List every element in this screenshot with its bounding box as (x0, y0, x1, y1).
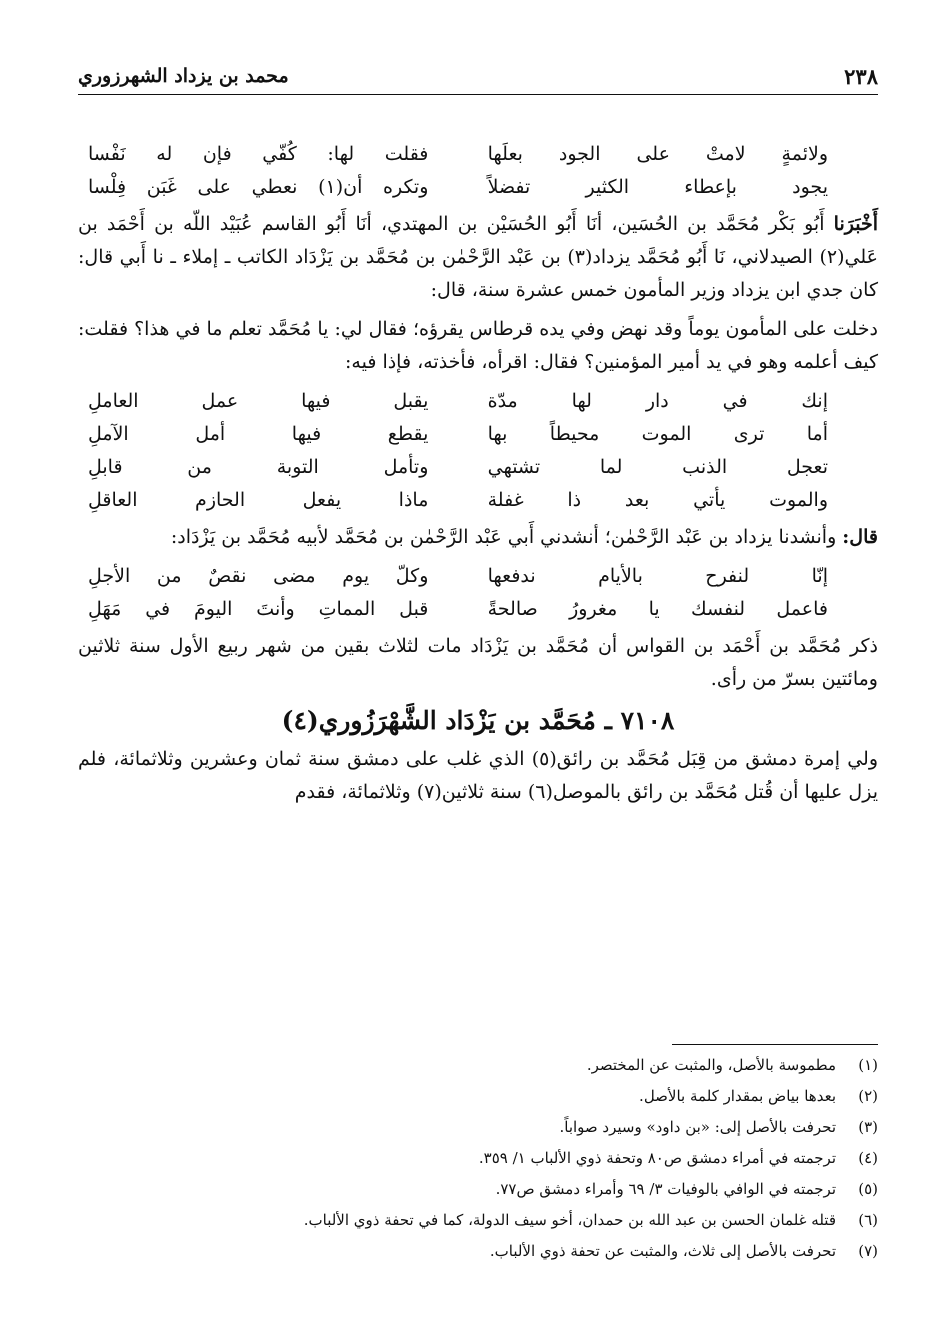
footnote-divider (672, 1044, 878, 1045)
verse-hemistich: والموت يأتي بعد ذا غفلة (487, 489, 828, 511)
footnote-text: تحرفت بالأصل إلى ثلاث، والمثبت عن تحفة ذوي الألباب. (489, 1242, 836, 1260)
verse-block-2 (78, 385, 878, 517)
paragraph-narrative: دخلت على المأمون يوماً وقد نهض وفي يده قرطاس يقرؤه؛ فقال لي: يا مُحَمَّد تعلم ما في هذا؟ فقلت: كيف أعلمه وهو في يد أمير المؤمنين؟ فقال: اقرأه، فأخذته، فإذا فيه: (78, 318, 878, 373)
footnote-item (78, 1174, 878, 1205)
verse-hemistich: وكلّ يوم مضى نقصٌ من الأجلِ (88, 565, 429, 587)
verse-hemistich: إنّا لنفرح بالأيام ندفعها (487, 565, 828, 587)
footnote-item (78, 1236, 878, 1267)
footnotes-list (78, 1050, 878, 1267)
verse-hemistich: تعجل الذنب لما تشتهي (487, 456, 828, 478)
footnote-item (78, 1081, 878, 1112)
footnote-number: (١) (858, 1056, 878, 1074)
running-title: محمد بن يزداد الشهرزوري (78, 65, 289, 87)
footnote-number: (٥) (858, 1180, 878, 1198)
verse-hemistich: وتأمل التوبة من قابلِ (88, 456, 429, 478)
verse-line (78, 171, 878, 204)
footnote-text: مطموسة بالأصل، والمثبت عن المختصر. (586, 1056, 836, 1074)
entry-heading: ٧١٠٨ ـ مُحَمَّد بن يَزْدَاد الشَّهْرَزُوري(٤) (281, 706, 675, 735)
paragraph-isnad (78, 208, 878, 307)
page-number: ٢٣٨ (844, 63, 878, 89)
verse-hemistich: قبل المماتِ وأنتَ اليومَ في مَهَلِ (88, 598, 429, 620)
footnote-number: (٦) (858, 1211, 878, 1229)
main-text (78, 138, 878, 815)
verse-line (78, 484, 878, 517)
footnote-item (78, 1143, 878, 1174)
footnote-number: (٢) (858, 1087, 878, 1105)
paragraph-text: وأنشدنا يزداد بن عَبْد الرَّحْمٰن؛ أنشدني أَبي عَبْد الرَّحْمٰن بن مُحَمَّد لأبيه مُحَمَّد بن يَزْدَاد: (170, 526, 843, 548)
paragraph-lead-word: أَخْبَرَنا (833, 213, 878, 235)
verse-block-3 (78, 560, 878, 626)
paragraph-text: أَبُو بَكْر مُحَمَّد بن الحُسَين، أنَا أَبُو الحُسَيْن بن المهتدي، أنَا أَبُو القاسم عُبَيْد اللّه بن أَحْمَد بن عَلي(٢) الصيدلاني، نَا أَبُو مُحَمَّد يزداد(٣) بن عَبْد الرَّحْمٰن بن مُحَمَّد بن يَزْدَاد الكاتب ـ إملاء ـ نا أَبي قال: كان جدي ابن يزداد وزير المأمون خمس عشرة سنة، قال: (78, 213, 879, 301)
footnote-item (78, 1050, 878, 1081)
verse-hemistich: ماذا يفعل الحازم العاقلِ (88, 489, 429, 511)
verse-hemistich: يجود بإعطاء الكثير تفضلاً (487, 176, 828, 198)
verse-line (78, 451, 878, 484)
verse-hemistich: يقبل فيها عمل العاملِ (88, 390, 429, 412)
paragraph-recitation (78, 521, 878, 554)
footnote-text: تحرفت بالأصل إلى: «بن داود» وسيرد صواباً. (559, 1118, 836, 1136)
footnote-text: قتله غلمان الحسن بن عبد الله بن حمدان، أخو سيف الدولة، كما في تحفة ذوي الألباب. (303, 1211, 836, 1229)
footnote-text: ترجمته في الوافي بالوفيات ٣/ ٦٩ وأمراء دمشق ص٧٧. (495, 1180, 836, 1198)
verse-line (78, 418, 878, 451)
verse-hemistich: ولائمةٍ لامتْ على الجود بعلَها (487, 143, 828, 165)
verse-block-1 (78, 138, 878, 204)
footnote-text: بعدها بياض بمقدار كلمة بالأصل. (639, 1087, 836, 1105)
verse-hemistich: فاعمل لنفسك يا مغرورُ صالحةً (487, 598, 828, 620)
footnote-item (78, 1205, 878, 1236)
page-header (78, 58, 878, 95)
paragraph-death-date: ذكر مُحَمَّد بن أَحْمَد بن القواس أن مُحَمَّد بن يَزْدَاد مات لثلاث بقين من شهر ربيع الأول سنة ثلاثين ومائتين بسرّ من رأى. (78, 635, 878, 690)
verse-line (78, 593, 878, 626)
verse-line (78, 385, 878, 418)
footnote-number: (٤) (858, 1149, 878, 1167)
verse-hemistich: وتكره أن(١) نعطي على غَبَن فِلْسا (88, 176, 429, 198)
verse-line (78, 560, 878, 593)
footnote-number: (٣) (858, 1118, 878, 1136)
verse-line (78, 138, 878, 171)
footnote-number: (٧) (858, 1242, 878, 1260)
footnote-text: ترجمته في أمراء دمشق ص٨٠ وتحفة ذوي الألباب ١/ ٣٥٩. (478, 1149, 836, 1167)
paragraph-lead-word: قال: (842, 526, 878, 548)
verse-hemistich: أما ترى الموت محيطاً بها (487, 423, 828, 445)
verse-hemistich: فقلت لها: كُفّي فإن له نَفْسا (88, 143, 429, 165)
verse-hemistich: إنك في دار لها مدّة (487, 390, 828, 412)
paragraph-biography: ولي إمرة دمشق من قِبَل مُحَمَّد بن رائق(٥) الذي غلب على دمشق سنة ثمان وعشرين وثلاثمائة، فلم يزل عليها أن قُتل مُحَمَّد بن رائق بالموصل(٦) سنة ثلاثين(٧) وثلاثمائة، فقدم (78, 748, 879, 803)
verse-hemistich: يقطع فيها أمل الآملِ (88, 423, 429, 445)
footnote-item (78, 1112, 878, 1143)
